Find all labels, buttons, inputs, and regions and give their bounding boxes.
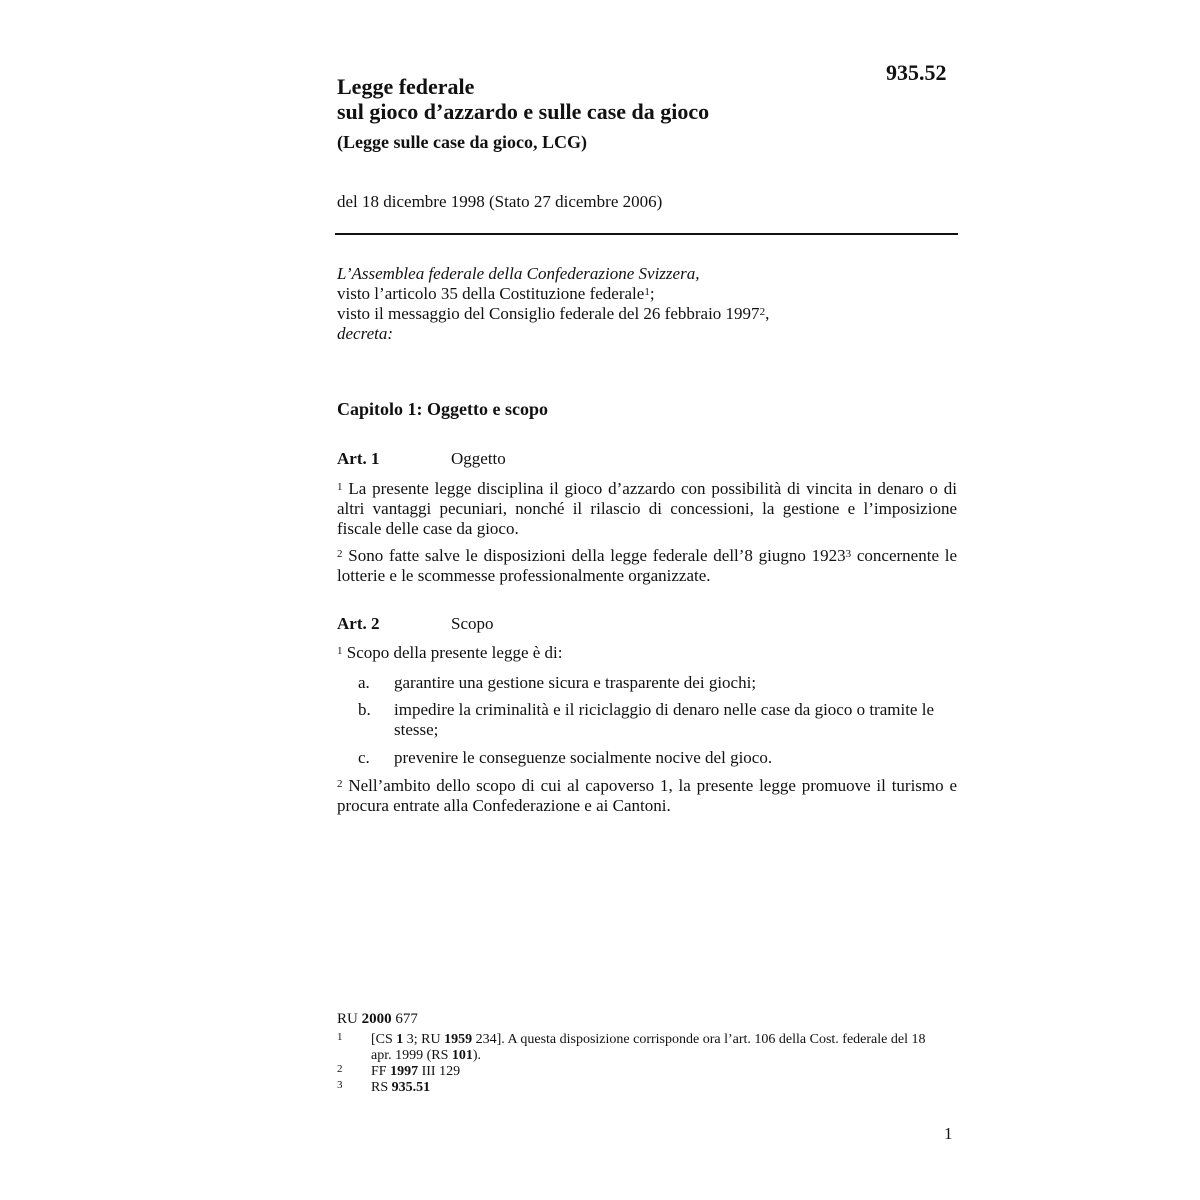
paragraph-text: Nell’ambito dello scopo di cui al capoverso 1, la presente legge promuove il turismo e procura entrate alla Confederazione e ai Cantoni. [337,776,957,815]
date-line: del 18 dicembre 1998 (Stato 27 dicembre 2006) [337,192,663,211]
paragraph-number: 2 [337,778,343,790]
paragraph-text: Scopo della presente legge è di: [346,643,563,662]
footnote-number: 1 [337,1031,343,1043]
ru-reference [337,1011,418,1028]
preamble-assembly: L’Assemblea federale della Confederazione Svizzera, [337,264,700,283]
paragraph-number: 1 [337,481,343,493]
subtitle: (Legge sulle case da gioco, LCG) [337,132,587,152]
paragraph-number: 2 [337,548,343,560]
preamble-line-1 [337,284,957,304]
preamble-line-2-tail: , [765,304,770,323]
footnote-text-part: FF [371,1064,391,1079]
footnote-ref-2[interactable]: 2 [759,306,766,318]
footnote-text-bold: 1 [396,1032,404,1047]
footnote-text-bold: 101 [451,1048,473,1063]
paragraph-text-tail: concernente le lotterie e le scommesse professionalmente organizzate. [337,546,958,585]
preamble [337,264,957,344]
footnote-text-part: RS [371,1080,392,1095]
header-divider [335,233,958,235]
footnote-text [371,1080,931,1096]
footnote-text-bold: 1959 [444,1032,473,1047]
footnote-text-part: 3; RU [403,1032,445,1047]
article-1-paragraph-2 [337,546,957,586]
list-letter: b. [358,700,371,719]
preamble-line-2 [337,304,957,324]
footnote-text-part: III 129 [418,1064,461,1079]
footnote-ref-3[interactable]: 3 [845,548,852,560]
footnote-3 [337,1080,937,1098]
article-2-intro [337,643,957,663]
ru-prefix: RU [337,1011,358,1027]
footnote-text-part: 234]. A questa disposizione corrisponde ora l’art. 106 della Cost. federale del 18 apr. 1999 (RS [371,1032,926,1063]
article-2-heading [337,614,957,634]
article-1-heading [337,449,957,469]
list-letter: a. [358,673,370,692]
paragraph-number: 1 [337,645,343,657]
list-text: impedire la criminalità e il riciclaggio di denaro nelle case da gioco o tramite le stesse; [394,700,934,739]
title-block [337,74,897,153]
law-number: 935.52 [886,60,947,85]
paragraph-text: Sono fatte salve le disposizioni della legge federale dell’8 giugno 1923 [348,546,846,565]
chapter-title: Capitolo 1: Oggetto e scopo [337,399,548,419]
footnote-text-bold: 1997 [390,1064,419,1079]
footnote-number: 3 [337,1079,343,1091]
preamble-line-1-tail: ; [649,284,655,303]
footnote-text-bold: 935.51 [391,1080,431,1095]
article-2-title: Scopo [451,614,494,633]
footnote-ref-1[interactable]: 1 [644,286,650,298]
paragraph-text: La presente legge disciplina il gioco d’azzardo con possibilità di vincita in denaro o di altri vantaggi pecuniari, nonché il rilascio di concessioni, la gestione e l’imposizione fiscale delle case da gioco. [337,479,958,538]
article-1-label: Art. 1 [337,449,380,468]
preamble-decree: decreta: [337,324,394,343]
title-line-2: sul gioco d’azzardo e sulle case da gioco [337,99,710,124]
article-1-paragraph-1 [337,479,957,539]
preamble-line-1-text: visto l’articolo 35 della Costituzione federale [337,284,645,303]
page-number: 1 [944,1124,953,1143]
footnote-number: 2 [337,1063,343,1075]
list-text: prevenire le conseguenze socialmente nocive del gioco. [394,748,773,767]
ru-page: 677 [395,1011,418,1027]
article-2-paragraph-2 [337,776,957,816]
footnote-text-part: ). [472,1048,482,1063]
article-1-title: Oggetto [451,449,506,468]
ru-year: 2000 [361,1011,392,1027]
title-line-1: Legge federale [337,74,475,99]
article-2-label: Art. 2 [337,614,380,633]
footnote-text [371,1064,931,1080]
preamble-line-2-text: visto il messaggio del Consiglio federale del 26 febbraio 1997 [337,304,760,323]
footnote-text [371,1032,931,1064]
list-text: garantire una gestione sicura e trasparente dei giochi; [394,673,757,692]
footnote-1 [337,1032,937,1066]
list-letter: c. [358,748,370,767]
footnote-text-part: [CS [371,1032,397,1047]
